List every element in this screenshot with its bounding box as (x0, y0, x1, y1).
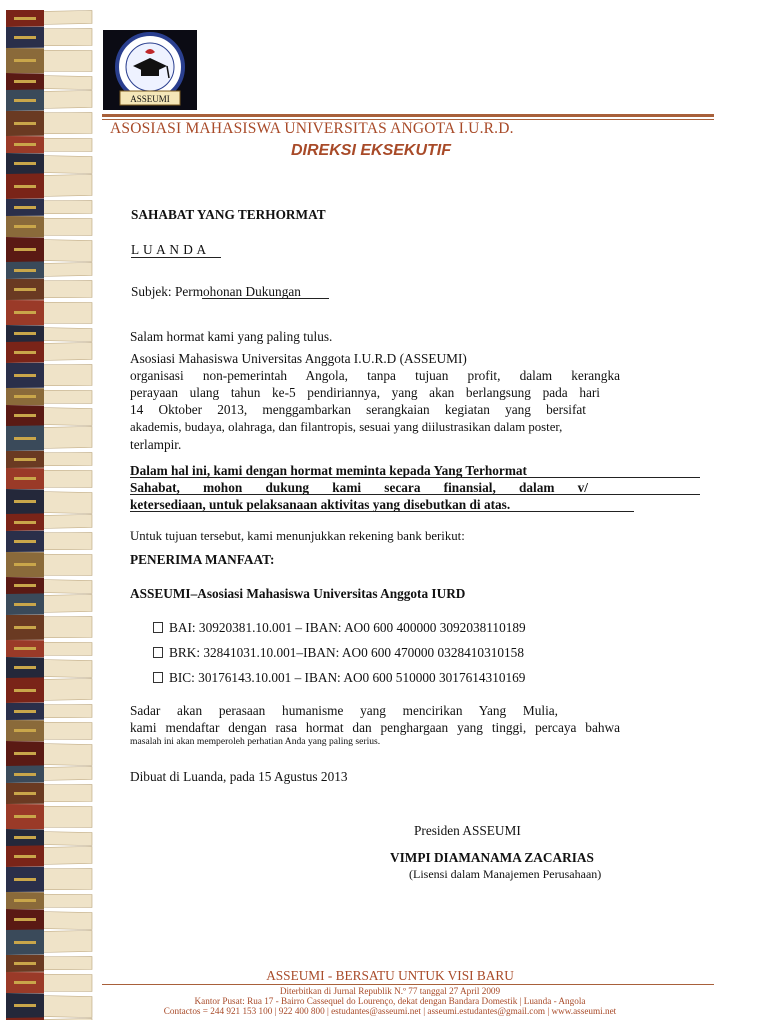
book-icon (6, 216, 92, 237)
account-brk (153, 644, 524, 661)
organization-name: ASOSIASI MAHASISWA UNIVERSITAS ANGOTA I.U.R.D. (110, 120, 514, 137)
request-line1: Dalam hal ini, kami dengan hormat meminta kepada Yang Terhormat (130, 463, 527, 478)
salutation: SAHABAT YANG TERHORMAT (131, 207, 326, 222)
book-icon (6, 279, 92, 300)
book-icon (6, 640, 92, 657)
request-underline-1 (130, 477, 700, 478)
book-icon (6, 111, 92, 136)
book-icon (6, 261, 92, 279)
book-icon (6, 845, 92, 867)
book-icon (6, 199, 92, 216)
book-icon (6, 300, 92, 325)
book-icon (6, 325, 92, 343)
book-icon (6, 513, 92, 531)
para1-line3: perayaan ulang tahun ke-5 pendiriannya, yang akan berlangsung pada hari (130, 385, 600, 400)
book-icon (6, 489, 92, 515)
footer-contacts: Contactos = 244 921 153 100 | 922 400 800 | estudantes@asseumi.net | asseumi.estudantes@gmail.com | www.asseumi.net (163, 1006, 617, 1016)
signer-title: Presiden ASSEUMI (414, 823, 521, 838)
book-icon (6, 136, 92, 153)
greeting: Salam hormat kami yang paling tulus. (130, 329, 333, 344)
book-icon (6, 615, 92, 640)
book-icon (6, 892, 92, 909)
bullet-box-icon (153, 647, 163, 658)
book-icon (6, 929, 92, 955)
closing-line2: kami mendaftar dengan rasa hormat dan penghargaan yang tinggi, percaya bahwa (130, 720, 620, 735)
book-icon (6, 909, 92, 931)
closing-line1: Sadar akan perasaan humanisme yang mencirikan Yang Mulia, (130, 703, 558, 718)
book-icon (6, 73, 92, 91)
book-icon (6, 48, 92, 73)
para1-line5: akademis, budaya, olahraga, dan filantropis, sesuai yang diilustrasikan dalam poster, (130, 420, 563, 434)
logo-ribbon-text: ASSEUMI (130, 94, 170, 104)
request-underline-3 (130, 511, 634, 512)
para1-line1: Asosiasi Mahasiswa Universitas Anggota I.U.R.D (ASSEUMI) (130, 351, 467, 366)
book-icon (6, 657, 92, 679)
bullet-box-icon (153, 622, 163, 633)
city-underline (131, 257, 221, 258)
request-line3: ketersediaan, untuk pelaksanaan aktivitas yang disebutkan di atas. (130, 497, 511, 512)
request-underline-2 (130, 494, 700, 495)
book-icon (6, 10, 92, 27)
bullet-box-icon (153, 672, 163, 683)
book-stack-border (0, 10, 97, 1020)
account-bic (153, 669, 525, 686)
book-icon (6, 341, 92, 363)
account-bai (153, 619, 526, 636)
asseumi-logo (103, 30, 197, 110)
book-icon (6, 405, 92, 427)
account-brk-text: BRK: 32841031.10.001–IBAN: AO0 600 470000 0328410310158 (169, 645, 524, 660)
book-icon (6, 363, 92, 388)
book-icon (6, 153, 92, 175)
book-icon (6, 765, 92, 783)
footer-motto: ASSEUMI - BERSATU UNTUK VISI BARU (266, 968, 514, 983)
book-icon (6, 451, 92, 468)
book-icon (6, 89, 92, 111)
book-icon (6, 677, 92, 703)
book-icon (6, 468, 92, 489)
closing-block (130, 702, 620, 736)
para1-line6: terlampir. (130, 437, 182, 452)
book-icon (6, 703, 92, 720)
logo-emblem (103, 30, 197, 110)
account-bic-text: BIC: 30176143.10.001 – IBAN: AO0 600 510000 3017614310169 (169, 670, 526, 685)
beneficiary-name: ASSEUMI–Asosiasi Mahasiswa Universitas Anggota IURD (130, 586, 466, 601)
book-icon (6, 741, 92, 767)
book-icon (6, 593, 92, 615)
para1-block (130, 367, 620, 418)
book-icon (6, 552, 92, 577)
book-icon (6, 388, 92, 405)
beneficiary-label: PENERIMA MANFAAT: (130, 552, 275, 567)
book-icon (6, 425, 92, 451)
book-icon (6, 237, 92, 263)
book-icon (6, 27, 92, 48)
book-icon (6, 531, 92, 552)
book-icon (6, 804, 92, 829)
closing-line3: masalah ini akan memperoleh perhatian Anda yang paling serius. (130, 736, 381, 747)
book-icon (6, 720, 92, 741)
header-rule-thick (102, 114, 714, 117)
book-icon (6, 173, 92, 199)
para1-line4: 14 Oktober 2013, menggambarkan serangkaian kegiatan yang bersifat (130, 402, 586, 417)
request-line2: Sahabat, mohon dukung kami secara finansial, dalam v/ (130, 480, 588, 495)
subject-label: Subjek: (131, 284, 172, 299)
book-icon (6, 867, 92, 892)
book-icon (6, 783, 92, 804)
bank-intro: Untuk tujuan tersebut, kami menunjukkan rekening bank berikut: (130, 529, 465, 543)
account-bai-text: BAI: 30920381.10.001 – IBAN: AO0 600 400000 3092038110189 (169, 620, 526, 635)
signer-name: VIMPI DIAMANAMA ZACARIAS (390, 850, 594, 865)
department-name: DIREKSI EKSEKUTIF (291, 142, 452, 159)
book-icon (6, 577, 92, 595)
book-stack-illustration (0, 10, 97, 1020)
request-block (130, 462, 588, 513)
place-date: Dibuat di Luanda, pada 15 Agustus 2013 (130, 769, 348, 784)
subject-underline (202, 298, 329, 299)
footer-address: Kantor Pusat: Rua 17 - Bairro Cassequel do Lourenço, dekat dengan Bandara Domestik | Luanda - Angola (194, 996, 586, 1006)
book-icon (6, 829, 92, 847)
para1-line2: organisasi non-pemerintah Angola, tanpa tujuan profit, dalam kerangka (130, 368, 620, 383)
recipient-city: L U A N D A (131, 242, 207, 257)
footer-registration: Diterbitkan di Jurnal Republik N.º 77 tanggal 27 April 2009 (279, 986, 501, 996)
subject-value: Permohonan Dukungan (174, 284, 301, 299)
signer-credential: (Lisensi dalam Manajemen Perusahaan) (409, 867, 602, 881)
footer-rule (102, 984, 714, 985)
